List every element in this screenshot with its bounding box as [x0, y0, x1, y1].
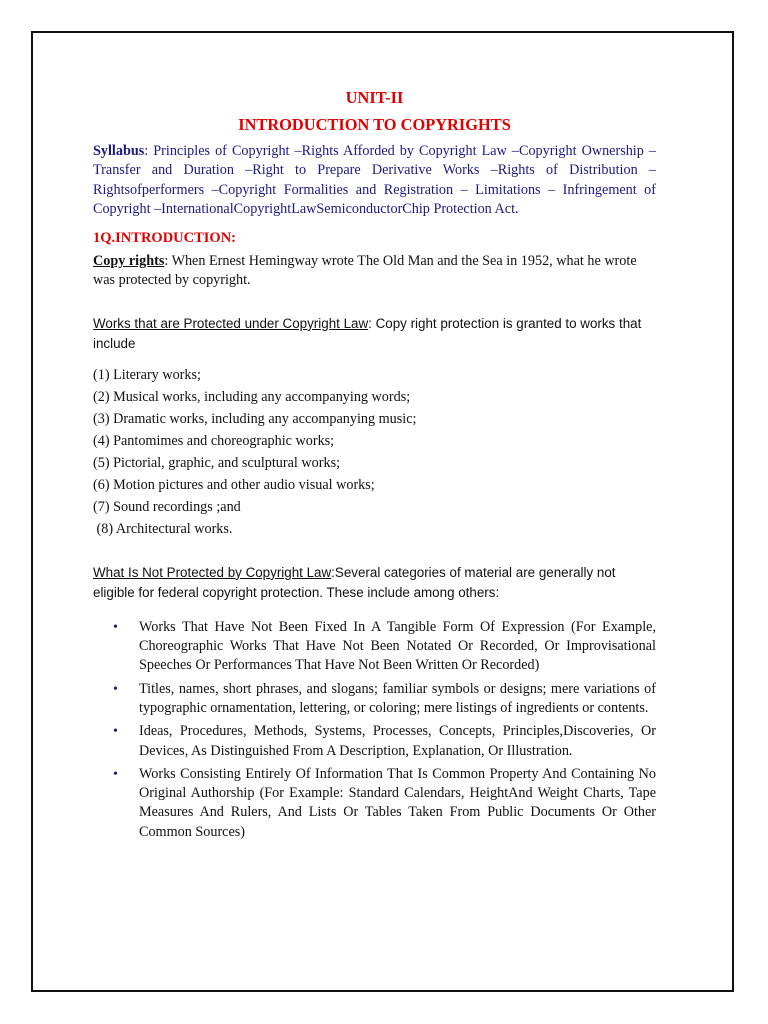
not-protected-list	[93, 618, 656, 842]
list-item: • Ideas, Procedures, Methods, Systems, Processes, Concepts, Principles,Discoveries, Or Devices, As Distinguished From A Description, Explanation, Or Illustration.	[113, 723, 656, 759]
list-item: (2) Musical works, including any accompanying words;	[93, 388, 411, 405]
list-item: (8) Architectural works.	[93, 520, 233, 537]
syllabus-label: Syllabus	[93, 143, 145, 159]
list-item: (3) Dramatic works, including any accompanying music;	[93, 410, 417, 427]
list-item: • Titles, names, short phrases, and slogans; familiar symbols or designs; mere variations of typographic ornamentation, lettering, or coloring; mere listings of ingredients or contents.	[113, 680, 656, 716]
list-item: (4) Pantomimes and choreographic works;	[93, 432, 335, 449]
not-protected-paragraph	[93, 563, 656, 604]
protected-works-list	[93, 364, 656, 540]
syllabus-paragraph	[93, 142, 656, 219]
not-protected-text: :Several categories of material are generally not eligible for federal copyright protection. These include among others:	[93, 564, 616, 601]
list-item: • Works Consisting Entirely Of Information That Is Common Property And Containing No Original Authorship (For Example: Standard Calendars, HeightAnd Weight Charts, Tape Measures And Rulers, And Lists Or Tables Taken From Public Documents Or Other Common Sources)	[113, 765, 656, 840]
copyrights-text: : When Ernest Hemingway wrote The Old Man and the Sea in 1952, what he wrote was protected by copyright.	[93, 253, 637, 289]
syllabus-text: : Principles of Copyright –Rights Afforded by Copyright Law –Copyright Ownership – Transfer and Duration –Right to Prepare Derivative Works –Rights of Distribution – Rightsofperformers –Copyright Formalities and Registration – Limitations – Infringement of Copyright –InternationalCopyrightLawSemiconductorChip Protection Act.	[93, 143, 656, 217]
bullet-icon: •	[113, 724, 118, 740]
unit-title: UNIT-II	[345, 88, 404, 107]
document-body	[93, 84, 656, 846]
copyrights-label: Copy rights	[93, 253, 165, 270]
intro-heading: 1Q.INTRODUCTION:	[93, 230, 236, 247]
list-item: (5) Pictorial, graphic, and sculptural works;	[93, 454, 341, 471]
list-item: (1) Literary works;	[93, 366, 201, 383]
list-item: (6) Motion pictures and other audio visual works;	[93, 476, 375, 493]
bullet-icon: •	[113, 766, 118, 782]
page-title: INTRODUCTION TO COPYRIGHTS	[238, 115, 511, 134]
bullet-icon: •	[113, 619, 118, 635]
list-item: • Works That Have Not Been Fixed In A Tangible Form Of Expression (For Example, Choreographic Works That Have Not Been Notated Or Recorded, Or Improvisational Speeches Or Performances That Have Not Been Written Or Recorded)	[113, 618, 656, 674]
protected-works-paragraph	[93, 314, 656, 355]
list-item: (7) Sound recordings ;and	[93, 498, 241, 515]
protected-works-text: : Copy right protection is granted to works that include	[93, 315, 642, 352]
bullet-icon: •	[113, 681, 118, 697]
protected-works-label: Works that are Protected under Copyright Law	[93, 315, 369, 331]
copyrights-paragraph	[93, 252, 656, 291]
not-protected-label: What Is Not Protected by Copyright Law	[93, 564, 332, 580]
